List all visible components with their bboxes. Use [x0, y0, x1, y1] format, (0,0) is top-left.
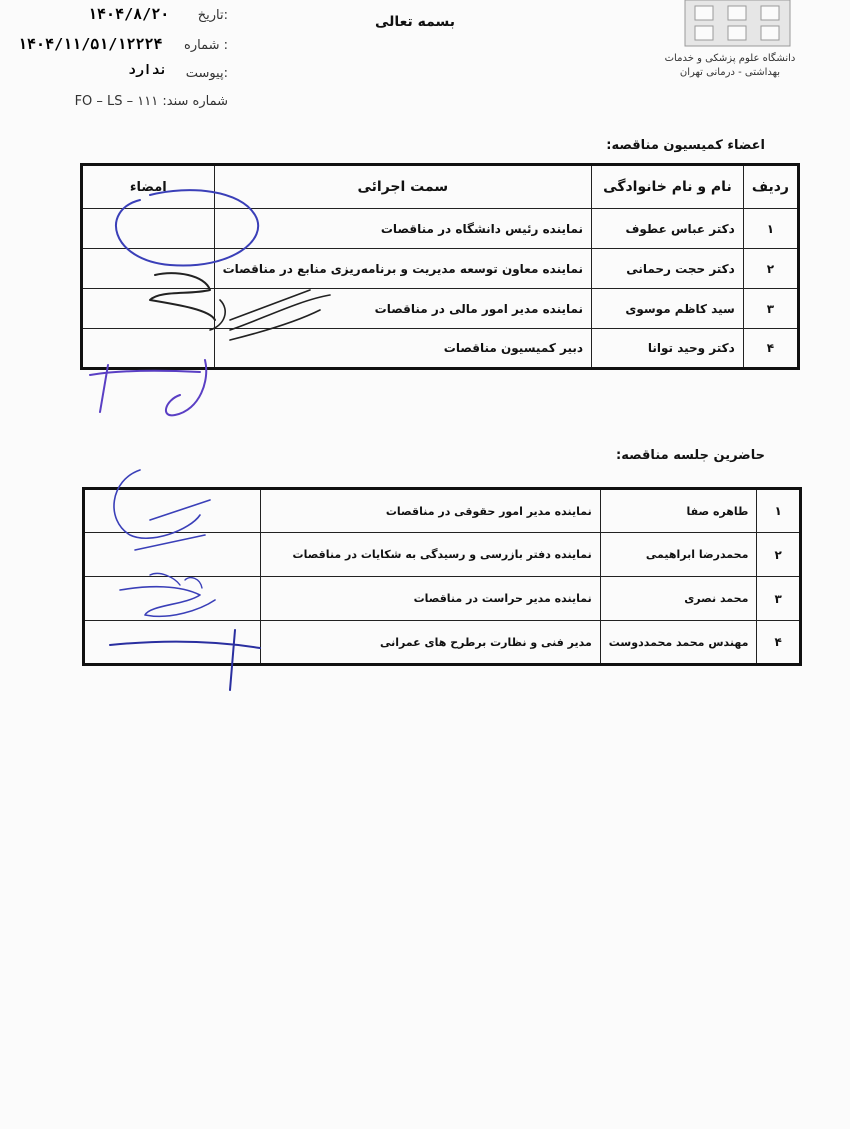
table-row — [82, 249, 799, 289]
header-meta — [0, 0, 240, 115]
row-number: ۴ — [757, 621, 801, 665]
member-name: دکتر وحید توانا — [592, 329, 744, 369]
row-number: ۳ — [743, 289, 798, 329]
attendee-name: طاهره صفا — [600, 489, 757, 533]
university-logo — [680, 0, 795, 48]
signature-cell — [84, 533, 261, 577]
university-name-line1: دانشگاه علوم پزشکی و خدمات — [664, 53, 796, 64]
attendee-role: نماینده مدیر حراست در مناقصات — [261, 577, 600, 621]
signature-cell — [84, 489, 261, 533]
attendee-role: مدیر فنی و نظارت برطرح های عمرانی — [261, 621, 600, 665]
table-row — [82, 329, 799, 369]
number-label: شماره : — [184, 38, 228, 53]
table-row — [84, 489, 801, 533]
attendee-name: مهندس محمد محمددوست — [600, 621, 757, 665]
member-role: نماینده مدیر امور مالی در مناقصات — [214, 289, 591, 329]
signature-cell — [82, 329, 215, 369]
attachment-value: ندارد — [128, 63, 168, 78]
member-name: دکتر حجت رحمانی — [592, 249, 744, 289]
member-role: نماینده معاون توسعه مدیریت و برنامه‌ریزی منابع در مناقصات — [214, 249, 591, 289]
attendee-role: نماینده مدیر امور حقوقی در مناقصات — [261, 489, 600, 533]
committee-table — [80, 163, 800, 370]
committee-section-title: اعضاء کمیسیون مناقصه: — [606, 138, 765, 153]
signature-cell — [84, 577, 261, 621]
member-name: دکتر عباس عطوف — [592, 209, 744, 249]
date-value: ۱۴۰۴/۸/۲۰ — [88, 5, 170, 23]
col-signature-header: امضاء — [82, 165, 215, 209]
row-number: ۱ — [757, 489, 801, 533]
date-label: تاریخ: — [197, 8, 228, 23]
member-name: سید کاظم موسوی — [592, 289, 744, 329]
committee-header-row — [82, 165, 799, 209]
table-row — [84, 621, 801, 665]
table-row — [82, 209, 799, 249]
document-heading: بسمه تعالی — [374, 14, 456, 30]
signature-cell — [84, 621, 261, 665]
attachment-label: پیوست: — [185, 66, 228, 81]
table-row — [84, 533, 801, 577]
attendees-section-title: حاضرین جلسه مناقصه: — [616, 448, 765, 463]
member-role: دبیر کمیسیون مناقصات — [214, 329, 591, 369]
row-number: ۲ — [743, 249, 798, 289]
col-row-header: ردیف — [743, 165, 798, 209]
signature-cell — [82, 249, 215, 289]
doc-number: شماره سند: FO – LS – ۱۱۱ — [74, 94, 228, 109]
row-number: ۴ — [743, 329, 798, 369]
number-value: ۱۴۰۴/۱۱/۵۱/۱۲۲۲۴ — [18, 35, 163, 53]
table-row — [82, 289, 799, 329]
university-name-line2: بهداشتی - درمانی تهران — [679, 67, 781, 78]
row-number: ۲ — [757, 533, 801, 577]
row-number: ۳ — [757, 577, 801, 621]
university-name — [640, 52, 820, 80]
col-name-header: نام و نام خانوادگی — [592, 165, 744, 209]
attendee-role: نماینده دفتر بازرسی و رسیدگی به شکایات در مناقصات — [261, 533, 600, 577]
col-role-header: سمت اجرائی — [214, 165, 591, 209]
member-role: نماینده رئیس دانشگاه در مناقصات — [214, 209, 591, 249]
signature-cell — [82, 289, 215, 329]
row-number: ۱ — [743, 209, 798, 249]
attendee-name: محمدرضا ابراهیمی — [600, 533, 757, 577]
attendees-table — [82, 487, 802, 666]
table-row — [84, 577, 801, 621]
attendee-name: محمد نصری — [600, 577, 757, 621]
signature-cell — [82, 209, 215, 249]
